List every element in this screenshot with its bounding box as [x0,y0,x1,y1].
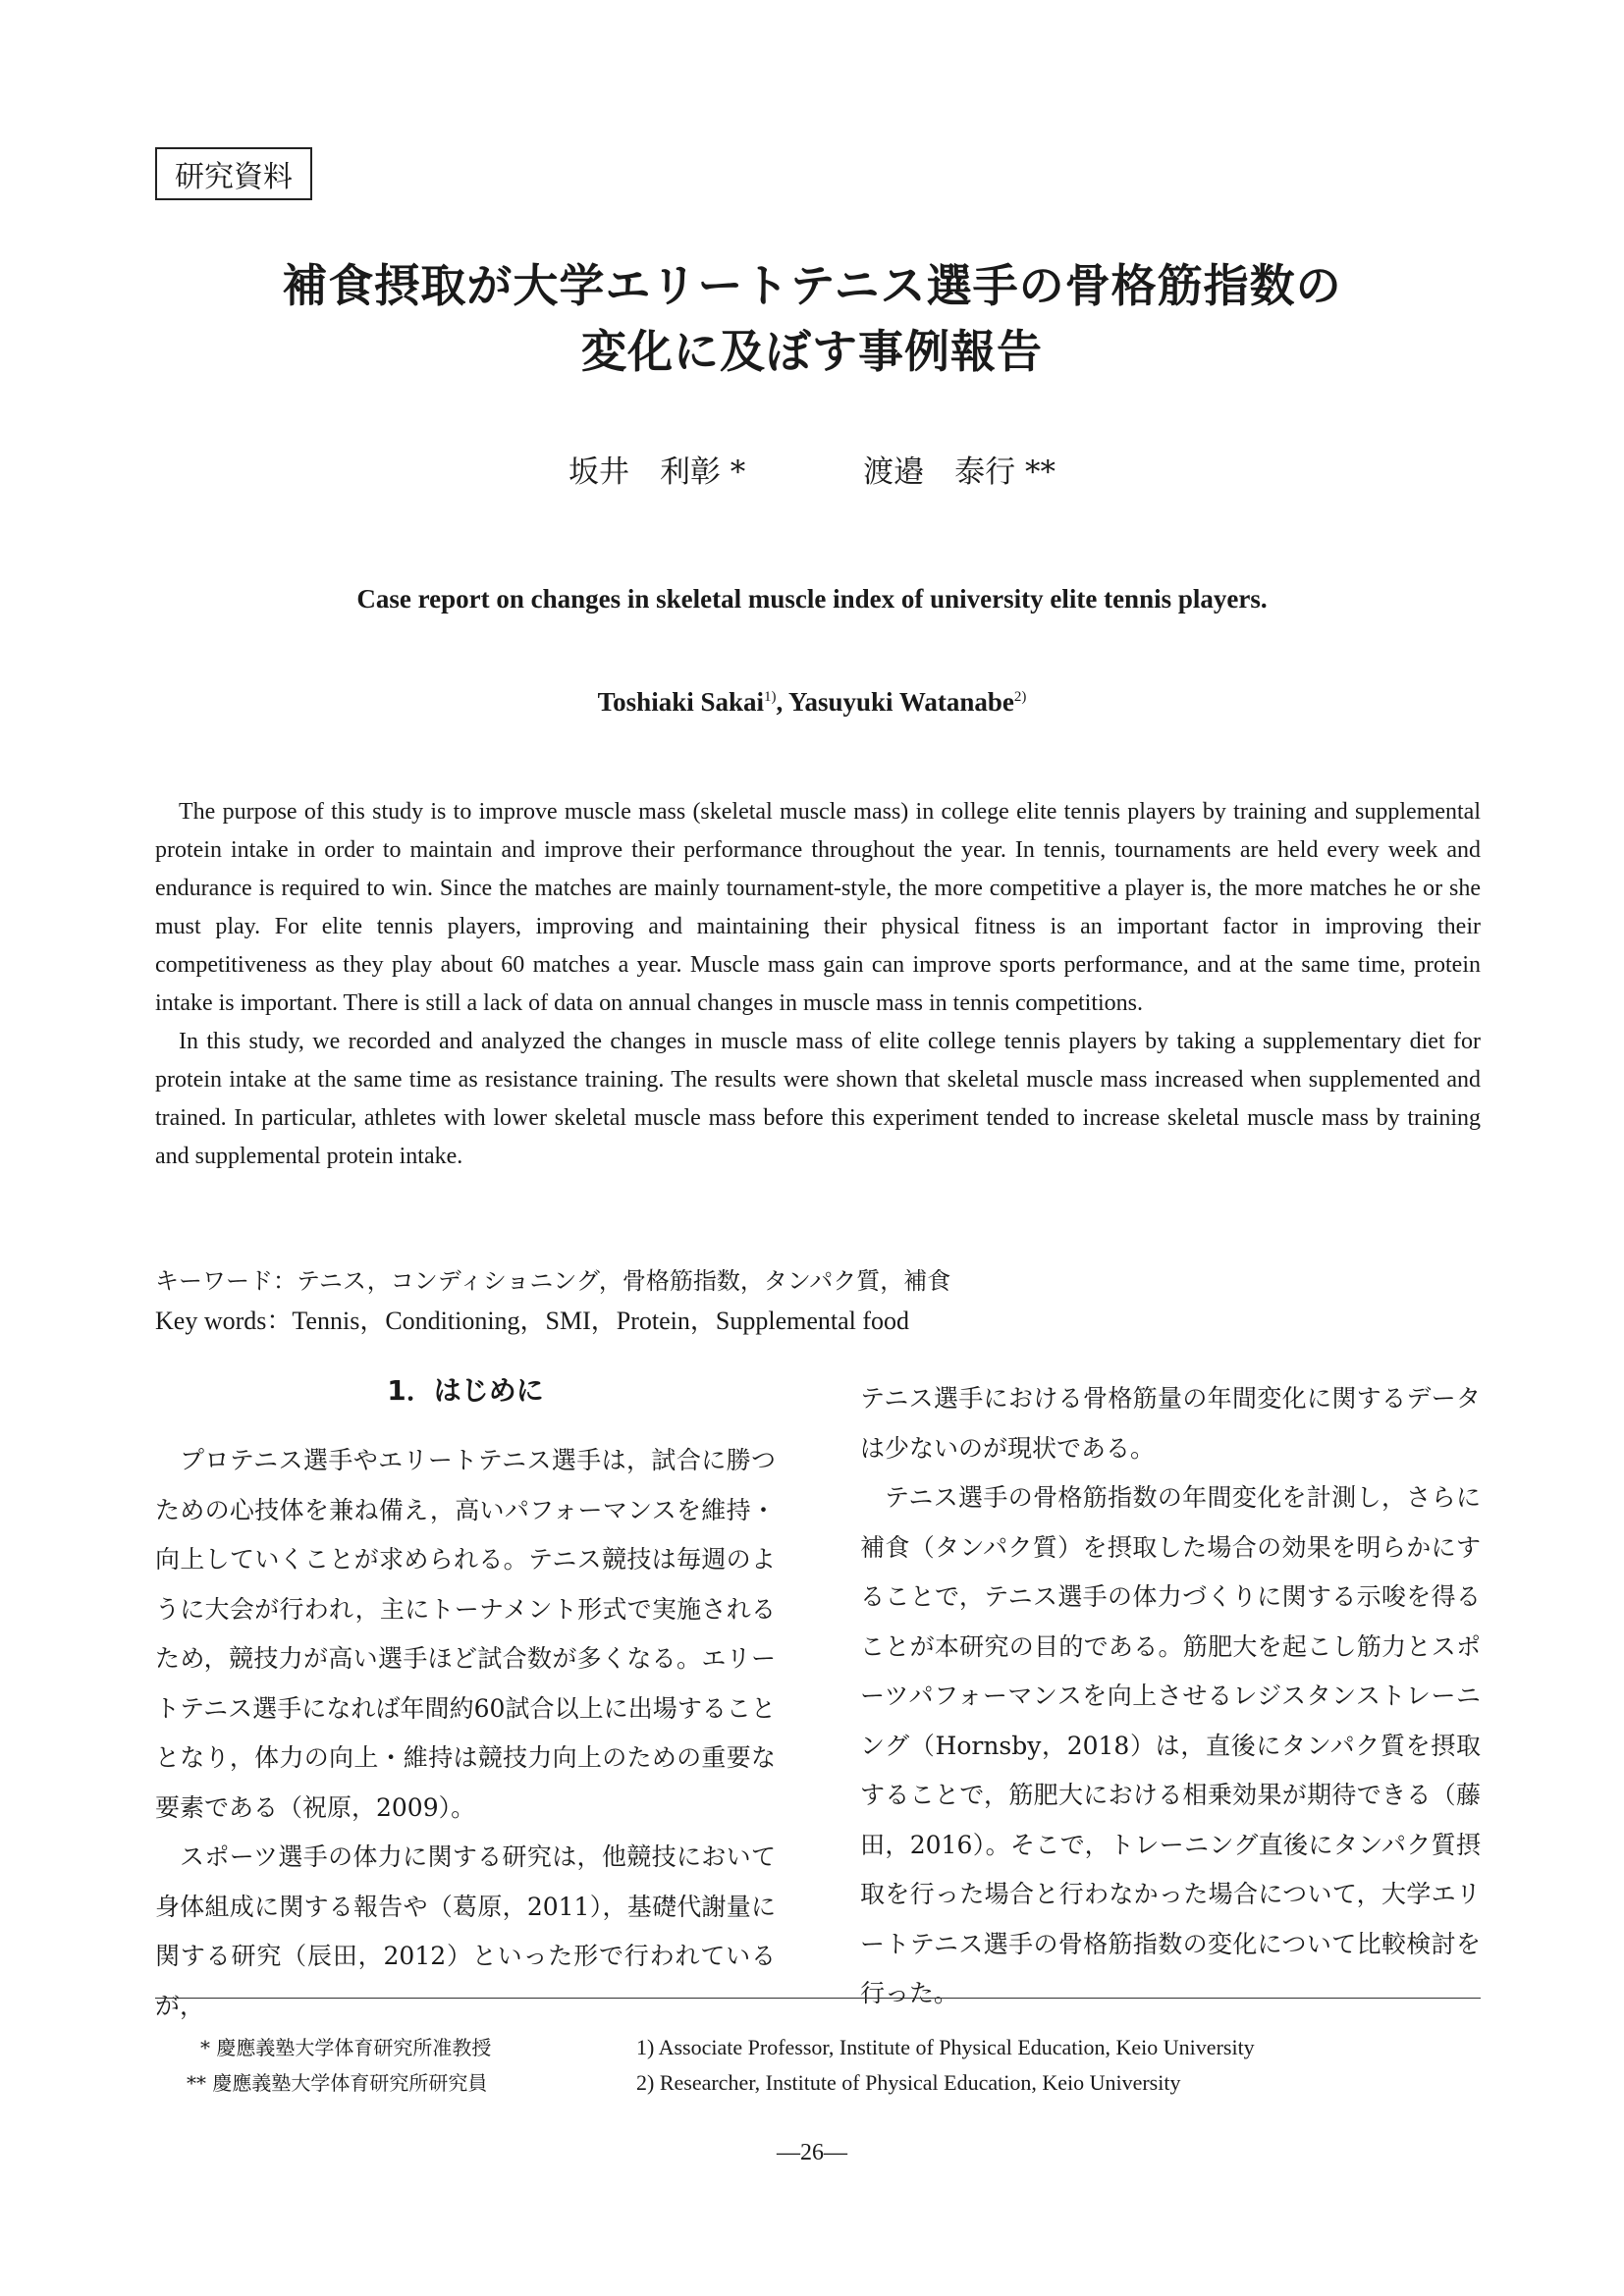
abstract [155,793,1481,1176]
body-paragraph: スポーツ選手の体力に関する研究は，他競技において身体組成に関する報告や（葛原，2011），基礎代謝量に関する研究（辰田，2012）といった形で行われているが， [155,1842,776,2020]
authors-en [0,687,1624,718]
author-en-2: Yasuyuki Watanabe [788,687,1014,717]
title-jp-line-1: 補食摂取が大学エリートテニス選手の骨格筋指数の [282,259,1342,312]
title-jp-line-2: 変化に及ぼす事例報告 [581,325,1043,378]
right-column [860,1374,1481,2019]
footnotes-en [636,2030,1255,2101]
footnote-jp-2: ** 慶應義塾大学体育研究所研究員 [187,2071,488,2095]
author-separator: , [776,687,788,717]
footnotes-jp [187,2030,491,2101]
page-number: ―26― [777,2140,847,2165]
affiliation-mark-2: 2) [1013,689,1027,705]
category-label: 研究資料 [155,147,312,200]
section-heading: 1．はじめに [387,1374,544,1407]
body-paragraph: テニス選手の骨格筋指数の年間変化を計測し，さらに補食（タンパク質）を摂取した場合の効果を明らかにすることで，テニス選手の体力づくりに関する示唆を得ることが本研究の目的である。筋肥大を起こし筋力とスポーツパフォーマンスを向上させるレジスタンストレーニング（Hornsby，2018）は，直後にタンパク質を摂取することで，筋肥大における相乗効果が期待できる（藤田，2016）。そこで，トレーニング直後にタンパク質摂取を行った場合と行わなかった場合について，大学エリートテニス選手の骨格筋指数の変化について比較検討を行った。 [860,1483,1481,2007]
title-en: Case report on changes in skeletal muscle index of university elite tennis players. [356,584,1268,614]
footnote-divider [155,1998,1481,1999]
abstract-paragraph: In this study, we recorded and analyzed the changes in muscle mass of elite college tennis players by taking a supplementary diet for protein intake at the same time as resistance training. The results were shown that skeletal muscle mass increased when supplemented and trained. In particular, athletes with lower skeletal muscle mass before this experiment tended to increase skeletal muscle mass by training and supplemental protein intake. [155,1029,1481,1169]
keywords-en: Key words：Tennis，Conditioning，SMI，Protein，Supplemental food [155,1307,910,1335]
author-en-1: Toshiaki Sakai [597,687,764,717]
author-jp-1: 坂井 利彰 * [568,454,746,490]
footnote-jp-1: * 慶應義塾大学体育研究所准教授 [200,2036,492,2059]
author-jp-2: 渡邉 泰行 ** [863,454,1056,490]
footnote-en-1: 1) Associate Professor, Institute of Physical Education, Keio University [636,2035,1255,2059]
body-paragraph: テニス選手における骨格筋量の年間変化に関するデータは少ないのが現状である。 [860,1384,1481,1463]
left-column [155,1436,776,2031]
keywords-jp: キーワード：テニス，コンディショニング，骨格筋指数，タンパク質，補食 [155,1267,951,1295]
affiliation-mark-1: 1) [764,689,777,705]
abstract-paragraph: The purpose of this study is to improve muscle mass (skeletal muscle mass) in college elite tennis players by training and supplemental protein intake in order to maintain and improve their performance throughout the year. In tennis, tournaments are held every week and endurance is required to win. Since the matches are mainly tournament-style, the more competitive a player is, the more matches he or she must play. For elite tennis players, improving and maintaining their physical fitness is an important factor in improving their competitiveness as they play about 60 matches a year. Muscle mass gain can improve sports performance, and at the same time, protein intake is important. There is still a lack of data on annual changes in muscle mass in tennis competitions. [155,799,1481,1016]
authors-jp [0,447,1624,491]
footnote-en-2: 2) Researcher, Institute of Physical Education, Keio University [636,2070,1181,2095]
body-paragraph: プロテニス選手やエリートテニス選手は，試合に勝つための心技体を兼ね備え，高いパフォーマンスを維持・向上していくことが求められる。テニス競技は毎週のように大会が行われ，主にトーナメント形式で実施されるため，競技力が高い選手ほど試合数が多くなる。エリートテニス選手になれば年間約60試合以上に出場することとなり，体力の向上・維持は競技力向上のための重要な要素である（祝原，2009）。 [155,1446,776,1822]
